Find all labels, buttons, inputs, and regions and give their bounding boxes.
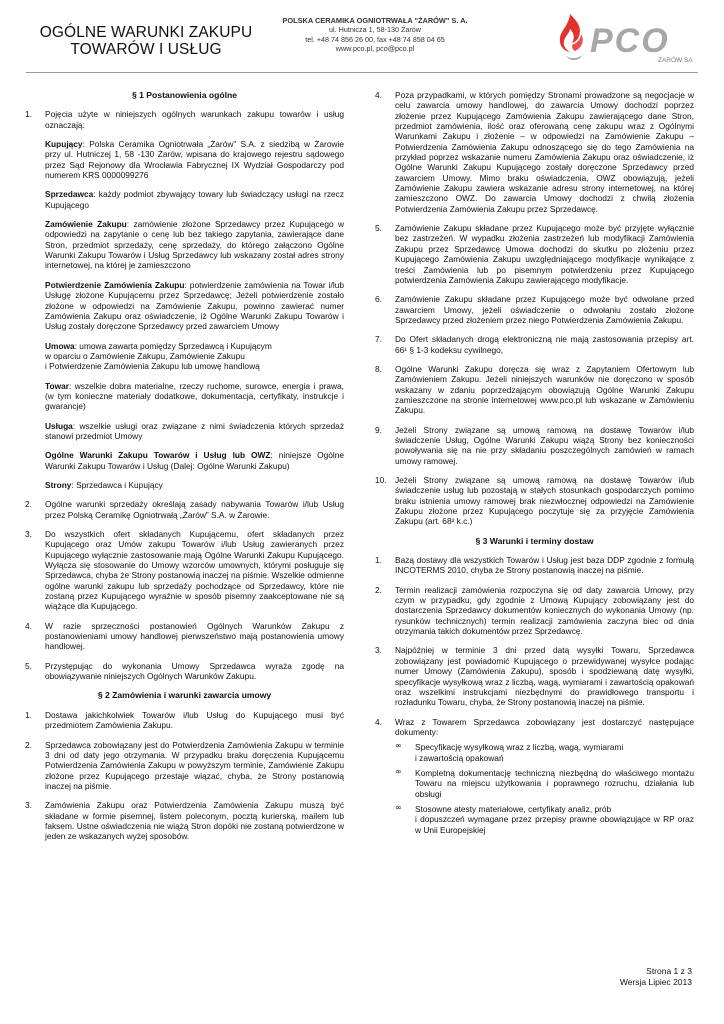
- s2-paragraph-2: [25, 740, 344, 792]
- definition-sprzedawca: [25, 189, 344, 210]
- s1-paragraph-2: [25, 499, 344, 520]
- definition-term: Zamówienie Zakupu: [45, 219, 127, 230]
- paragraph-text: Do wszystkich ofert składanych Kupującemu, ofert składanych przez Kupującego oraz Umów zakupu Towarów i/lub Usług zawieranych przez Kupującego wyłącznie zastosowanie mają Ogólne Warunki Zakupu Kupującego. Wyłącza się stosowanie do Umowy wzorców umownych, którymi posługuje się Sprzedawca, chyba że Strony postanowią inaczej na piśmie. Wszelkie odmienne ogólne warunki zakupu lub sprzedaży pochodzące od Sprzedawcy, które nie zostaną przez Kupującego wyraźnie w sposób pisemny zaakceptowane nie są wiążące dla Kupującego.: [45, 529, 344, 612]
- bullet-line: Specyfikację wysyłkową wraz z liczbą, wagą, wymiarami: [415, 742, 624, 753]
- s3-paragraph-1: [375, 555, 694, 576]
- document-version: Wersja Lipiec 2013: [619, 977, 692, 987]
- item-number: 1.: [25, 109, 32, 120]
- company-name: POLSKA CERAMIKA OGNIOTRWAŁA "ŻARÓW" S. A.: [282, 16, 468, 25]
- right-column: [375, 90, 694, 840]
- definition-term: Ogólne Warunki Zakupu Towarów i Usług lub OWZ: [45, 450, 271, 461]
- definition-text: : niniejsze Ogólne Warunki Zakupu Towarów i Usług (Dalej: Ogólne Warunki Zakupu): [45, 450, 344, 471]
- paragraph-text: Poza przypadkami, w których pomiędzy Stronami prowadzone są negocjacje w celu zawarcia umowy handlowej, do zawarcia Umowy dochodzi poprzez złożenie przez Kupującego Zamówienia Zakupu zawierającego dane Stron, przedmiot zamówienia, ilość oraz oferowaną cenę zakupu wraz z Ogólnymi Warunkami Zakupu i złożenie – w odpowiedzi na Zamówienie Zakupu – Potwierdzenia Zamówienia Zakupu odnoszącego się do tego Zamówienia na przykład poprzez wskazanie numeru Zamówienia Zakupu oraz oświadczenie, iż Ogólne Warunki Zakupu Kupującego zostały doręczone Sprzedawcy przed zawarciem Umowy. Mimo braku oświadczenia, OWZ obowiązują, jeżeli Zamówienie Zakupu zawiera wskazanie adresu strony internetowej, na której zamieszczono OWZ. Do zawarcia Umowy dochodzi z chwilą złożenia Potwierdzenia Zamówienia Zakupu przez Sprzedawcę.: [395, 90, 694, 214]
- definition-text: : zamówienie złożone Sprzedawcy przez Kupującego w odpowiedzi na zapytanie o cenę lub bez takiego zapytania, zawierające dane Stron, przedmiot sprzedaży, cenę sprzedaży, do którego załączono Ogólne Warunki Zakupu Towarów i Usług Sprzedawcy lub wskazany został adres strony internetowej, na której je zamieszczono: [45, 219, 344, 271]
- item-number: 1.: [375, 555, 382, 566]
- paragraph-text: Zamówienia Zakupu oraz Potwierdzenia Zamówienia Zakupu muszą być składane w formie pisemnej, listem poleconym, pocztą kurierską, mailem lub faksem. Ustne oświadczenia nie wiążą Stron dopóki nie zostaną potwierdzone w jeden ze wskazanych wyżej sposobów.: [45, 800, 344, 842]
- s2-paragraph-6: [375, 294, 694, 325]
- item-number: 1.: [25, 709, 32, 720]
- definition-text: : Sprzedawca i Kupujący: [71, 479, 163, 490]
- item-number: 5.: [25, 660, 32, 671]
- paragraph-text: Do Ofert składanych drogą elektroniczną nie mają zastosowania przepisy art. 66¹ § 1-3 kodeksu cywilnego,: [395, 334, 694, 355]
- logo-subtext: ŻARÓW SA: [658, 57, 693, 64]
- item-number: 5.: [375, 223, 382, 234]
- s2-paragraph-3: [25, 800, 344, 841]
- s2-paragraph-9: [375, 425, 694, 466]
- paragraph-text: Ogólne Warunki Zakupu doręcza się wraz z Zapytaniem Ofertowym lub Zamówieniem Zakupu. Jeżeli niniejszych warunków nie doręczono w sposób wskazany w zdaniu poprzedzającym obowiązują Ogólne Warunki Zakupu zamieszczone na stronie internetowej www.pco.pl lub wskazane w Zamówieniu Zakupu.: [395, 363, 694, 416]
- paragraph-text: Wraz z Towarem Sprzedawca zobowiązany jest dostarczyć następujące dokumenty:: [395, 716, 694, 737]
- definition-owz: [25, 450, 344, 471]
- definition-text: : Polska Ceramika Ogniotrwała „Żarów” S.A. z siedzibą w Żarowie przy ul. Hutniczej 1, 58 -130 Żarów, wpisana do krajowego rejestru sądowego przez Sąd Rejonowy dla Wrocławia Fabrycznej IX Wydział Gospodarczy pod numerem KRS 0000099276: [45, 139, 344, 181]
- paragraph-text: Ogólne warunki sprzedaży określają zasady nabywania Towarów i/lub Usług przez Polską Ceramikę Ogniotrwałą „Żarów” S.A. w Żarowie.: [45, 499, 344, 520]
- bullet-text: Kompletną dokumentację techniczną niezbędną do właściwego montażu Towaru na miejscu użytkowania i poprawnego rozruchu, działania lub obsługi: [415, 767, 694, 799]
- page-footer: [620, 966, 692, 988]
- title-line-2: TOWARÓW I USŁUG: [70, 41, 222, 58]
- definition-term: Kupujący: [45, 139, 83, 150]
- paragraph-text: Jeżeli Strony związane są umową ramową na dostawę Towarów i/lub świadczenie usług lub pozostają w stałych stosunkach gospodarczych pomimo braku istnienia umowy ramowej brak niezwłocznej odpowiedzi na Zamówienie Zakupu złożone przez Kupującego poczytuje się za przyjęcie Zamówienia Zakupu (art. 68² k.c.): [395, 475, 694, 527]
- s3-paragraph-3: [375, 645, 694, 707]
- paragraph-text: Zamówienie Zakupu składane przez Kupującego może być przyjęte wyłącznie bez zastrzeżeń. W wypadku złożenia zastrzeżeń lub modyfikacji Zamówienia Zakupu przez Sprzedawcę Umowa dochodzi do skutku po złożeniu przez Kupującego Zamówienia Zakupu uwzględniającego modyfikacje wynikające z treści Zamówienia lub po pisemnym potwierdzeniu przez Kupującego potwierdzenia Zamówienia Zakupu zawierającego modyfikacje.: [395, 223, 694, 285]
- left-column: [25, 90, 344, 851]
- paragraph-text: Pojęcia użyte w niniejszych ogólnych warunkach zakupu towarów i usług oznaczają:: [45, 109, 344, 130]
- s2-paragraph-8: [375, 364, 694, 416]
- s3-paragraph-2: [375, 585, 694, 637]
- definition-term: Usługa: [45, 420, 73, 431]
- section-2-title: § 2 Zamówienia i warunki zawarcia umowy: [97, 690, 272, 701]
- definition-term: Umowa: [45, 340, 75, 351]
- definition-line: w oparciu o Zamówienie Zakupu, Zamówienie Zakupu: [45, 350, 245, 361]
- page-header: [0, 0, 724, 75]
- item-number: 2.: [25, 499, 32, 510]
- s2-paragraph-7: [375, 334, 694, 355]
- bullet-item-dokumentacja: [375, 768, 694, 799]
- paragraph-text: Jeżeli Strony związane są umową ramową na dostawę Towarów i/lub świadczenie Usług, Ogólne Warunki Zakupu wiążą Strony bez konieczności powoływania się na nie przy składaniu poszczególnych zamówień w ramach umowy ramowej.: [395, 424, 694, 466]
- bullet-item-specyfikacja: [375, 742, 694, 763]
- bullet-line: i zawartością opakowań: [415, 752, 504, 763]
- infinity-bullet-icon: ∞: [395, 802, 402, 812]
- infinity-bullet-icon: ∞: [395, 741, 402, 751]
- s2-paragraph-10: [375, 475, 694, 527]
- bullet-line: i dopuszczeń wymagane przez przepisy prawne obowiązujące w RP oraz w Unii Europejskiej: [415, 814, 694, 835]
- definition-potwierdzenie: [25, 280, 344, 332]
- definition-text: : każdy podmiot zbywający towary lub świadczący usługi na rzecz Kupującego: [45, 189, 344, 210]
- s1-paragraph-5: [25, 661, 344, 682]
- s1-paragraph-1: [25, 109, 344, 130]
- paragraph-text: Przystępując do wykonania Umowy Sprzedawca wyraża zgodę na obowiązywanie niniejszych Ogólnych Warunków Zakupu.: [45, 660, 344, 682]
- item-number: 3.: [375, 645, 382, 656]
- item-number: 2.: [25, 739, 32, 750]
- title-line-1: OGÓLNE WARUNKI ZAKUPU: [39, 24, 253, 41]
- s2-paragraph-4: [375, 90, 694, 214]
- item-number: 3.: [25, 529, 32, 539]
- document-title: [26, 24, 266, 58]
- s3-paragraph-4: [375, 717, 694, 738]
- header-divider: [26, 72, 698, 73]
- item-number: 3.: [25, 800, 32, 811]
- paragraph-text: Sprzedawca zobowiązany jest do Potwierdzenia Zamówienia Zakupu w terminie 3 dni od daty jego otrzymania. W przypadku braku doręczenia Kupującemu Potwierdzenia Zamówienia Zakupu w powyższym terminie, Zamówienie Zakupu złożone przez Kupującego przestaje wiązać, chyba, że Strony postanowią inaczej na piśmie.: [45, 739, 344, 791]
- definition-umowa: [25, 341, 344, 372]
- company-info: [268, 16, 482, 54]
- item-number: 4.: [375, 90, 382, 100]
- item-number: 8.: [375, 363, 382, 374]
- definition-towar: [25, 381, 344, 412]
- definition-line: i Potwierdzenie Zamówienia Zakupu lub umowę handlową: [45, 361, 260, 372]
- definition-text: : wszelkie usługi oraz związane z nimi świadczenia których sprzedaż stanowi przedmiot Umowy: [45, 420, 344, 441]
- page-number: Strona 1 z 3: [646, 966, 692, 976]
- definition-strony: [25, 480, 344, 490]
- paragraph-text: Zamówienie Zakupu składane przez Kupującego może być odwołane przed zawarciem Umowy, jeżeli oświadczenie o odwołaniu zostało złożone Sprzedawcy przed złożeniem przez niego Potwierdzenia Zamówienia Zakupu.: [395, 294, 694, 325]
- item-number: 7.: [375, 334, 382, 345]
- definition-term: Towar: [45, 380, 69, 391]
- pco-logo: [554, 12, 724, 64]
- definition-text: : potwierdzenie zamówienia na Towar i/lub Usługę złożone Kupującemu przez Sprzedawcę; Jeżeli potwierdzenie zostało złożone w odpowiedzi na Zamówienie Zakupu, powinno zawierać numer Zamówienia Zakupu oraz oświadczenie, iż Ogólne Warunki Zakupu Towarów i Usług zostały doręczone Sprzedawcy przed zawarciem Umowy: [45, 279, 344, 332]
- company-web: www.pco.pl, pco@pco.pl: [335, 44, 415, 54]
- item-number: 4.: [25, 620, 32, 631]
- item-number: 4.: [375, 716, 382, 727]
- bullet-item-atesty: [375, 804, 694, 835]
- item-number: 6.: [375, 294, 382, 305]
- definition-term: Strony: [45, 479, 72, 490]
- definition-text: : wszelkie dobra materialne, rzeczy ruchome, surowce, energia i prawa, (w tym konieczne materiały dodatkowe, dokumentacja, certyfikaty, instrukcje i gwarancje): [45, 380, 344, 412]
- bullet-line: Stosowne atesty materiałowe, certyfikaty analiz, prób: [415, 803, 612, 814]
- paragraph-text: Najpóźniej w terminie 3 dni przed datą wysyłki Towaru, Sprzedawca zobowiązany jest powiadomić Kupującego o przewidywanej wysyłce podając numer Umowy (Zamówienia Zakupu), sposób i spodziewaną datę wysyłki, specyfikacje wysyłkową wraz z liczbą, wagą, wymiarami i zawartością opakowań oraz wszelkimi instrukcjami niezbędnymi do prawidłowego transportu i rozładunku Towaru, chyba, że Strony postanowią inaczej na piśmie.: [395, 645, 694, 708]
- paragraph-text: W razie sprzeczności postanowień Ogólnych Warunków Zakupu z postanowieniami umowy handlowej pierwszeństwo mają postanowienia umowy handlowej.: [45, 620, 344, 652]
- item-number: 9.: [375, 424, 382, 435]
- company-address: ul. Hutnicza 1, 58-130 Żarów: [329, 25, 421, 35]
- s1-paragraph-3: [25, 529, 344, 612]
- definition-line: : umowa zawarta pomiędzy Sprzedawcą i Kupującym: [74, 340, 272, 351]
- item-number: 10.: [375, 475, 387, 485]
- item-number: 2.: [375, 584, 382, 595]
- definition-term: Potwierdzenie Zamówienia Zakupu: [45, 279, 185, 290]
- paragraph-text: Dostawa jakichkolwiek Towarów i/lub Usług do Kupującego musi być przedmiotem Zamówienia Zakupu.: [45, 709, 344, 731]
- s1-paragraph-4: [25, 621, 344, 652]
- s2-paragraph-1: [25, 710, 344, 731]
- definition-usluga: [25, 421, 344, 442]
- logo-text: PCO: [590, 22, 670, 60]
- paragraph-text: Bazą dostawy dla wszystkich Towarów i Usług jest baza DDP zgodnie z formułą INCOTERMS 2010, chyba że Strony postanowią inaczej na piśmie.: [395, 555, 694, 576]
- paragraph-text: Termin realizacji zamówienia rozpoczyna się od daty zawarcia Umowy, przy czym w przypadku, gdy zgodnie z Umową Kupujący zobowiązany jest do dostarczenia Sprzedawcy dokumentów koniecznych do wykonania Umowy (np. rysunków technicznych) termin realizacji zamówienia zaczyna biec od dnia otrzymania takich dokumentów przez Sprzedawcę.: [395, 584, 694, 637]
- company-phone: tel. +48 74 856 26 00, fax +48 74 858 04 65: [305, 34, 445, 44]
- section-1-title: § 1 Postanowienia ogólne: [131, 90, 238, 100]
- definition-kupujacy: [25, 139, 344, 180]
- section-3-title: § 3 Warunki i terminy dostaw: [475, 535, 594, 546]
- definition-zamowienie-zakupu: [25, 219, 344, 271]
- s2-paragraph-5: [375, 223, 694, 285]
- definition-term: Sprzedawca: [45, 189, 94, 200]
- infinity-bullet-icon: ∞: [395, 766, 402, 776]
